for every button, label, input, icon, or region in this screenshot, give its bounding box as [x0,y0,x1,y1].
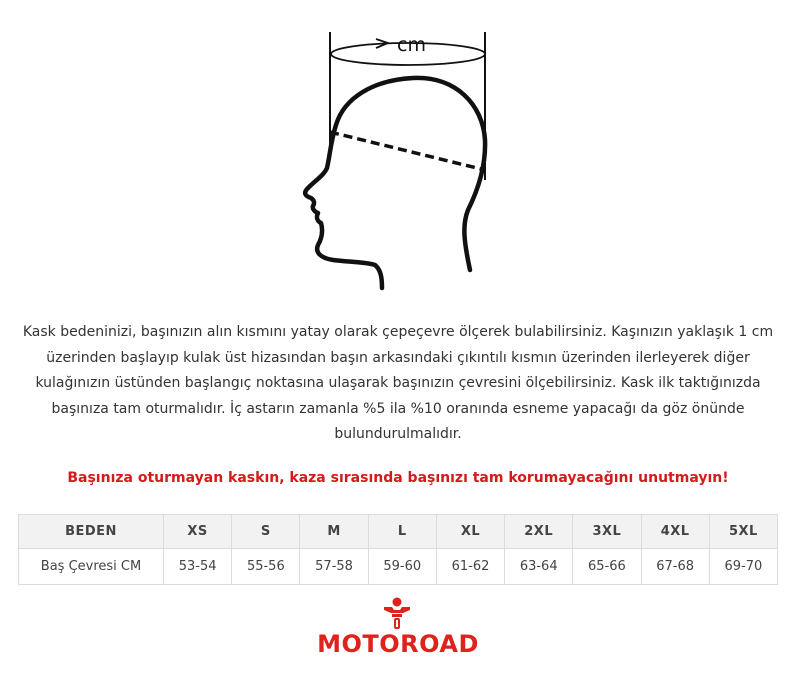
header-size-xs: XS [164,515,232,549]
size-chart-header-row [19,515,778,549]
unit-label: cm [397,34,426,56]
header-size-3xl: 3XL [573,515,641,549]
cell-l: 59-60 [368,549,436,585]
header-size-l: L [368,515,436,549]
header-size-xl: XL [436,515,504,549]
cell-xl: 61-62 [436,549,504,585]
header-size-m: M [300,515,368,549]
fit-warning: Başınıza oturmayan kaskın, kaza sırasında başınızı tam korumayacağını unutmayın! [67,470,729,486]
header-size-4xl: 4XL [641,515,709,549]
cell-2xl: 63-64 [505,549,573,585]
brand-name: MOTOROAD [317,630,479,658]
brand-logo [316,596,480,660]
header-size-s: S [232,515,300,549]
cell-m: 57-58 [300,549,368,585]
table-row [19,549,778,585]
cell-5xl: 69-70 [709,549,777,585]
row-label-head-circumference: Baş Çevresi CM [19,549,164,585]
cell-xs: 53-54 [164,549,232,585]
head-measurement-illustration [278,20,518,292]
size-chart-table [18,514,778,585]
sizing-description: Kask bedeninizi, başınızın alın kısmını yatay olarak çepeçevre ölçerek bulabilirsiniz. Kaşınızın yaklaşık 1 cm üzerinden başlayıp kulak üst hizasından başın arkasındaki çıkıntılı kısmın üzerinden ilerleyerek diğer kulağınızın üstünden başlangıç noktasına ulaşarak başınızın çevresini ölçebilirsiniz. Kask ilk taktığınızda başınıza tam oturmalıdır. İç astarın zamanla %5 ila %10 oranında esneme yapacağı da göz önünde bulundurulmalıdır. [22,324,774,442]
header-size-2xl: 2XL [505,515,573,549]
cell-3xl: 65-66 [573,549,641,585]
cell-4xl: 67-68 [641,549,709,585]
header-size-5xl: 5XL [709,515,777,549]
cell-s: 55-56 [232,549,300,585]
motorcycle-rider-icon [380,596,414,630]
header-size-label: BEDEN [19,515,164,549]
